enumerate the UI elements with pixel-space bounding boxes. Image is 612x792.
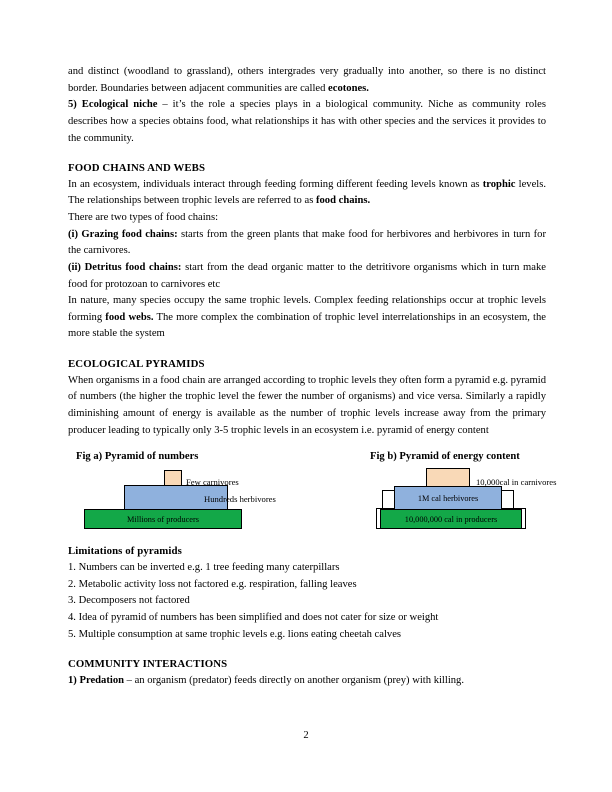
food-chains-paragraph-1 [68,177,546,210]
food-chains-types-intro: There are two types of food chains: [68,212,219,224]
ecological-niche-paragraph [68,97,546,147]
figure-b-tier-producers [380,509,522,529]
list-item: 4. Idea of pyramid of numbers has been simplified and does not cater for size or weight [68,611,439,623]
detritus-food-chains-paragraph [68,260,546,293]
section-heading-ecological-pyramids: ECOLOGICAL PYRAMIDS [68,358,205,371]
grazing-food-chains-paragraph [68,227,546,260]
food-webs-text-a: In nature, many species occupy the same trophic levels. Complex feeding relationships occur at trophic levels forming [68,295,546,323]
figure-b-herbivores-label: 1M cal herbivores [417,493,479,503]
figure-a-producers-label: Millions of producers [127,514,199,524]
food-webs-text-b: The more complex the combination of trophic level interrelationships in an ecosystem, the more stable the system [68,311,546,340]
intro-text-a: and distinct (woodland to grassland), others intergrades very gradually into another, so there is no distinct border. Boundaries between adjacent communities are called [68,66,546,94]
food-chains-text-a: In an ecosystem, individuals interact through feeding forming different feeding levels known as [68,178,483,190]
predation-paragraph [68,673,546,690]
detritus-food-chains-text: start from the dead organic matter to the detritivore organisms which in turn make food for protozoan to carnivores etc [68,261,546,290]
section-heading-food-chains: FOOD CHAINS AND WEBS [68,162,206,175]
ecological-pyramids-paragraph: When organisms in a food chain are arranged according to trophic levels they often form a pyramid e.g. pyramid of numbers (the higher the trophic level the fewer the number of organisms) and vice versa. Similarly a rapidly diminishing amount of energy is available as the number of trophic levels increase away from the primary producer leading to typically only 3-5 trophic levels in an ecosystem i.e. pyramid of energy content [68,374,546,436]
figure-b-tier-herbivores [394,486,502,510]
figure-b-label-carnivores: 10,000cal in carnivores [476,477,557,488]
predation-text: – an organism (predator) feeds directly on another organism (prey) with killing. [124,674,465,686]
page-number: 2 [303,730,309,741]
subsection-heading-limitations: Limitations of pyramids [68,545,182,558]
limitations-list [68,560,546,643]
figure-a-label-carnivores: Few carnivores [186,477,239,488]
figure-b-caption: Fig b) Pyramid of energy content [370,451,520,463]
figure-a-caption: Fig a) Pyramid of numbers [76,451,199,463]
ecotones-term: ecotones. [328,82,369,94]
detritus-food-chains-label: (ii) Detritus food chains: [68,261,182,273]
figure-a-tier-producers [84,509,242,529]
grazing-food-chains-text: starts from the green plants that make food for herbivores and herbivores in turn for the carnivores. [68,228,546,257]
list-item: 3. Decomposers not factored [68,595,190,607]
figure-a-pyramid [76,468,316,530]
figure-pyramid-of-energy-content [370,451,612,530]
food-chains-text-b: levels. The relationships between trophic levels are referred to as [68,178,546,207]
food-webs-paragraph [68,293,546,343]
figure-b-producers-label: 10,000,000 cal in producers [404,514,498,524]
list-item: 5. Multiple consumption at same trophic levels e.g. lions eating cheetah calves [68,628,402,640]
intro-paragraph [68,64,546,97]
figure-a-label-herbivores: Hundreds herbivores [204,494,276,505]
predation-label: 1) Predation [68,674,125,686]
pyramid-figures [68,451,557,543]
list-item: 1. Numbers can be inverted e.g. 1 tree feeding many caterpillars [68,562,340,574]
ecological-niche-text: – it’s the role a species plays in a biological community. Niche as community roles describes how a species obtains food, what relationships it has with other species and the services it provides to the community. [68,99,546,144]
list-item: 2. Metabolic activity loss not factored e.g. respiration, falling leaves [68,578,357,590]
grazing-food-chains-label: (i) Grazing food chains: [68,228,178,240]
food-webs-term: food webs. [105,311,154,323]
trophic-term: trophic [482,178,516,190]
figure-b-pyramid [370,468,612,530]
ecological-niche-label: 5) Ecological niche [68,99,158,111]
section-heading-community-interactions: COMMUNITY INTERACTIONS [68,658,228,671]
figure-pyramid-of-numbers [76,451,316,530]
document-body [68,64,557,690]
food-chains-term: food chains. [315,195,371,207]
